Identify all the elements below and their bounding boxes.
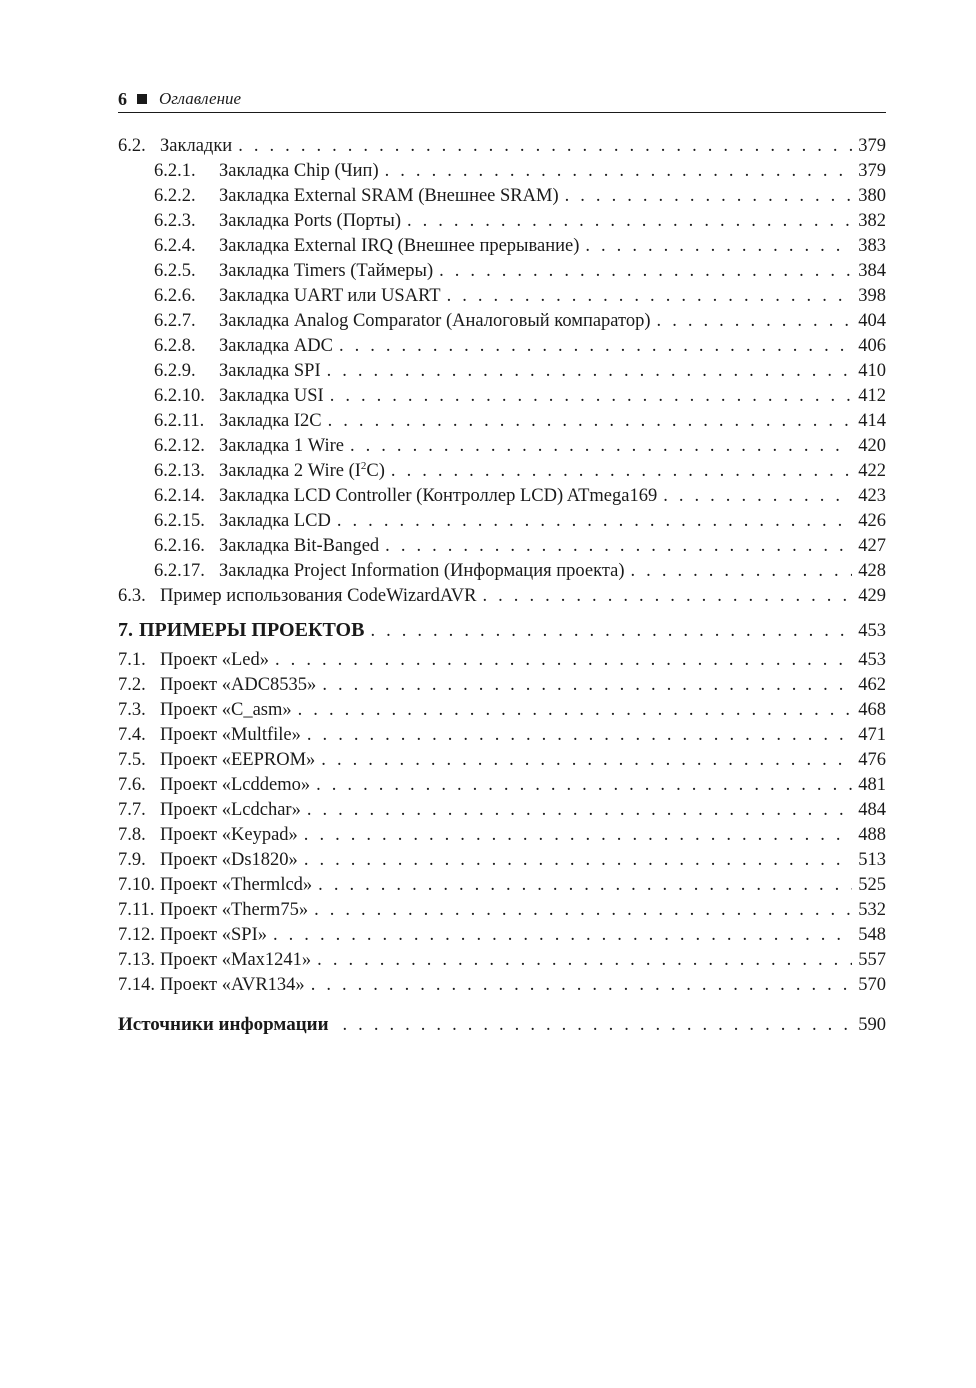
entry-number: 6.2.14. (154, 486, 205, 506)
entry-page: 426 (858, 511, 886, 531)
toc-entry-sources[interactable] (118, 1012, 886, 1040)
toc-entry-6-2-16[interactable] (118, 534, 886, 559)
dot-leader (439, 259, 852, 284)
entry-title: Закладка 1 Wire (219, 436, 344, 456)
entry-page: 453 (858, 650, 886, 670)
entry-title: Закладка Project Information (Информация проекта) (219, 561, 625, 581)
entry-number: 7.1. (118, 650, 146, 670)
dot-leader (385, 534, 852, 559)
entry-title: Закладка USI (219, 386, 324, 406)
entry-title: Проект «Multfile» (160, 725, 301, 745)
entry-title: Закладка SPI (219, 361, 321, 381)
entry-title: Проект «Keypad» (160, 825, 298, 845)
toc-entry-7-1[interactable] (118, 648, 886, 673)
dot-leader (350, 434, 852, 459)
entry-number: 7.11. (118, 900, 155, 920)
entry-title: Закладка I2C (219, 411, 322, 431)
toc-entry-6-2-12[interactable] (118, 434, 886, 459)
toc-entry-6-3[interactable] (118, 584, 886, 609)
entry-title: Проект «Thermlcd» (160, 875, 313, 895)
dot-leader (238, 134, 852, 159)
page-number: 6 (118, 88, 127, 109)
dot-leader (483, 584, 853, 609)
toc-entry-6-2-1[interactable] (118, 159, 886, 184)
entry-page: 382 (858, 211, 886, 231)
entry-page: 468 (858, 700, 886, 720)
toc-entry-6-2-17[interactable] (118, 559, 886, 584)
entry-title: Проект «Max1241» (160, 950, 312, 970)
dot-leader (391, 459, 852, 484)
entry-number: 6.2.13. (154, 461, 205, 481)
entry-number: 6.2.3. (154, 211, 196, 231)
chapter-number: 7. (118, 619, 133, 641)
toc-entry-6-2-6[interactable] (118, 284, 886, 309)
entry-title: Закладка Bit-Banged (219, 536, 380, 556)
dot-leader (307, 723, 852, 748)
toc-entry-6-2-7[interactable] (118, 309, 886, 334)
toc-entry-7-4[interactable] (118, 723, 886, 748)
entry-page: 423 (858, 486, 886, 506)
toc-entry-6-2-8[interactable] (118, 334, 886, 359)
entry-page: 570 (858, 975, 886, 995)
entry-number: 6.3. (118, 586, 146, 606)
toc-entry-7-10[interactable] (118, 873, 886, 898)
entry-page: 420 (858, 436, 886, 456)
dot-leader (304, 848, 852, 873)
entry-page: 476 (858, 750, 886, 770)
entry-title: Проект «Led» (160, 650, 270, 670)
dot-leader (304, 823, 852, 848)
entry-number: 7.7. (118, 800, 146, 820)
dot-leader (318, 873, 852, 898)
toc-entry-6-2-15[interactable] (118, 509, 886, 534)
entry-number: 7.13. (118, 950, 155, 970)
entry-number: 7.8. (118, 825, 146, 845)
dot-leader (407, 209, 852, 234)
toc-entry-6-2-4[interactable] (118, 234, 886, 259)
entry-number: 6.2.10. (154, 386, 205, 406)
entry-page: 590 (858, 1015, 886, 1035)
square-bullet-icon (137, 94, 147, 104)
dot-leader (328, 409, 853, 434)
entry-title: Закладка External IRQ (Внешнее прерывание) (219, 236, 580, 256)
entry-page: 427 (858, 536, 886, 556)
toc-entry-6-2-13[interactable] (118, 459, 886, 484)
toc-entry-7-13[interactable] (118, 948, 886, 973)
running-header (118, 86, 886, 113)
dot-leader (314, 898, 852, 923)
entry-page: 484 (858, 800, 886, 820)
entry-page: 462 (858, 675, 886, 695)
entry-page: 513 (858, 850, 886, 870)
entry-number: 7.9. (118, 850, 146, 870)
entry-page: 384 (858, 261, 886, 281)
entry-title: Закладка LCD Controller (Контроллер LCD) ATmega169 (219, 486, 658, 506)
entry-page: 406 (858, 336, 886, 356)
entry-number: 6.2.6. (154, 286, 196, 306)
chapter-title: ПРИМЕРЫ ПРОЕКТОВ (139, 619, 365, 641)
toc-entry-6-2-5[interactable] (118, 259, 886, 284)
entry-page: 557 (858, 950, 886, 970)
dot-leader (275, 648, 852, 673)
table-of-contents (118, 134, 886, 1040)
toc-entry-7-2[interactable] (118, 673, 886, 698)
entry-title-part-b: C) (366, 461, 385, 481)
entry-title: Закладка External SRAM (Внешнее SRAM) (219, 186, 559, 206)
entry-number: 6.2.4. (154, 236, 196, 256)
dot-leader (322, 673, 852, 698)
entry-title: Проект «Lcdchar» (160, 800, 301, 820)
entry-title-part-a: Закладка 2 Wire (I (219, 461, 361, 481)
entry-title: Проект «EEPROM» (160, 750, 316, 770)
dot-leader (631, 559, 853, 584)
entry-page: 488 (858, 825, 886, 845)
entry-number: 7.4. (118, 725, 146, 745)
entry-title: Закладка Analog Comparator (Аналоговый компаратор) (219, 311, 651, 331)
entry-page: 412 (858, 386, 886, 406)
entry-title: Проект «Therm75» (160, 900, 309, 920)
dot-leader (385, 159, 853, 184)
entry-number: 6.2.9. (154, 361, 196, 381)
entry-page: 429 (858, 586, 886, 606)
entry-title: Проект «Lcddemo» (160, 775, 311, 795)
entry-title: Пример использования CodeWizardAVR (160, 586, 477, 606)
toc-entry-7-6[interactable] (118, 773, 886, 798)
dot-leader (565, 184, 853, 209)
entry-number: 6.2.11. (154, 411, 205, 431)
entry-number: 7.2. (118, 675, 146, 695)
entry-page: 532 (858, 900, 886, 920)
entry-number: 7.5. (118, 750, 146, 770)
entry-title-superscript: 2 (360, 459, 367, 472)
entry-title: Проект «C_asm» (160, 700, 292, 720)
toc-entry-7-9[interactable] (118, 848, 886, 873)
entry-title (219, 459, 385, 484)
dot-leader (337, 509, 852, 534)
entry-title: Проект «Ds1820» (160, 850, 298, 870)
entry-page: 380 (858, 186, 886, 206)
toc-entry-7-14[interactable] (118, 973, 886, 998)
dot-leader (330, 384, 853, 409)
dot-leader (298, 698, 853, 723)
toc-entry-7-11[interactable] (118, 898, 886, 923)
entry-number: 6.2.17. (154, 561, 205, 581)
entry-number: 7.3. (118, 700, 146, 720)
entry-title: Закладки (160, 136, 233, 156)
toc-entry-6-2-2[interactable] (118, 184, 886, 209)
entry-page: 453 (858, 621, 886, 641)
dot-leader (321, 748, 852, 773)
entry-page: 414 (858, 411, 886, 431)
dot-leader (657, 309, 853, 334)
entry-page: 471 (858, 725, 886, 745)
dot-leader (317, 948, 852, 973)
entry-title: Проект «SPI» (160, 925, 267, 945)
dot-leader (447, 284, 853, 309)
entry-number: 6.2.8. (154, 336, 196, 356)
entry-number: 6.2.1. (154, 161, 196, 181)
entry-page: 398 (858, 286, 886, 306)
entry-page: 404 (858, 311, 886, 331)
toc-entry-7-5[interactable] (118, 748, 886, 773)
dot-leader (370, 619, 852, 644)
entry-page: 548 (858, 925, 886, 945)
toc-chapter-7[interactable] (118, 618, 886, 648)
toc-entry-6-2-9[interactable] (118, 359, 886, 384)
entry-number: 7.14. (118, 975, 155, 995)
dot-leader (663, 484, 852, 509)
entry-number: 7.6. (118, 775, 146, 795)
toc-entry-6-2-11[interactable] (118, 409, 886, 434)
entry-number: 6.2.2. (154, 186, 196, 206)
dot-leader (273, 923, 852, 948)
entry-title: Проект «ADC8535» (160, 675, 317, 695)
entry-number: 6.2.5. (154, 261, 196, 281)
entry-page: 481 (858, 775, 886, 795)
entry-title: Закладка ADC (219, 336, 333, 356)
entry-title: Закладка Ports (Порты) (219, 211, 401, 231)
entry-number: 6.2.7. (154, 311, 196, 331)
entry-page: 525 (858, 875, 886, 895)
entry-title: Источники информации (118, 1014, 329, 1035)
entry-number: 6.2.15. (154, 511, 205, 531)
entry-page: 379 (858, 161, 886, 181)
dot-leader (307, 798, 852, 823)
header-title: Оглавление (159, 89, 242, 108)
entry-page: 410 (858, 361, 886, 381)
toc-entry-6-2-14[interactable] (118, 484, 886, 509)
toc-entry-7-7[interactable] (118, 798, 886, 823)
entry-page: 383 (858, 236, 886, 256)
entry-title: Закладка Timers (Таймеры) (219, 261, 434, 281)
entry-page: 379 (858, 136, 886, 156)
toc-entry-6-2-10[interactable] (118, 384, 886, 409)
entry-number: 7.10. (118, 875, 155, 895)
toc-entry-6-2-3[interactable] (118, 209, 886, 234)
dot-leader (343, 1013, 853, 1038)
entry-page: 428 (858, 561, 886, 581)
entry-title: Закладка Chip (Чип) (219, 161, 379, 181)
toc-entry-7-12[interactable] (118, 923, 886, 948)
entry-title: Закладка UART или USART (219, 286, 441, 306)
entry-title: Закладка LCD (219, 511, 331, 531)
dot-leader (339, 334, 852, 359)
dot-leader (316, 773, 852, 798)
entry-number: 6.2.12. (154, 436, 205, 456)
entry-page: 422 (858, 461, 886, 481)
dot-leader (585, 234, 852, 259)
entry-number: 6.2. (118, 136, 146, 156)
toc-entry-7-8[interactable] (118, 823, 886, 848)
toc-entry-6-2[interactable] (118, 134, 886, 159)
entry-number: 7.12. (118, 925, 155, 945)
dot-leader (327, 359, 853, 384)
entry-title: Проект «AVR134» (160, 975, 305, 995)
dot-leader (311, 973, 853, 998)
entry-number: 6.2.16. (154, 536, 205, 556)
toc-entry-7-3[interactable] (118, 698, 886, 723)
